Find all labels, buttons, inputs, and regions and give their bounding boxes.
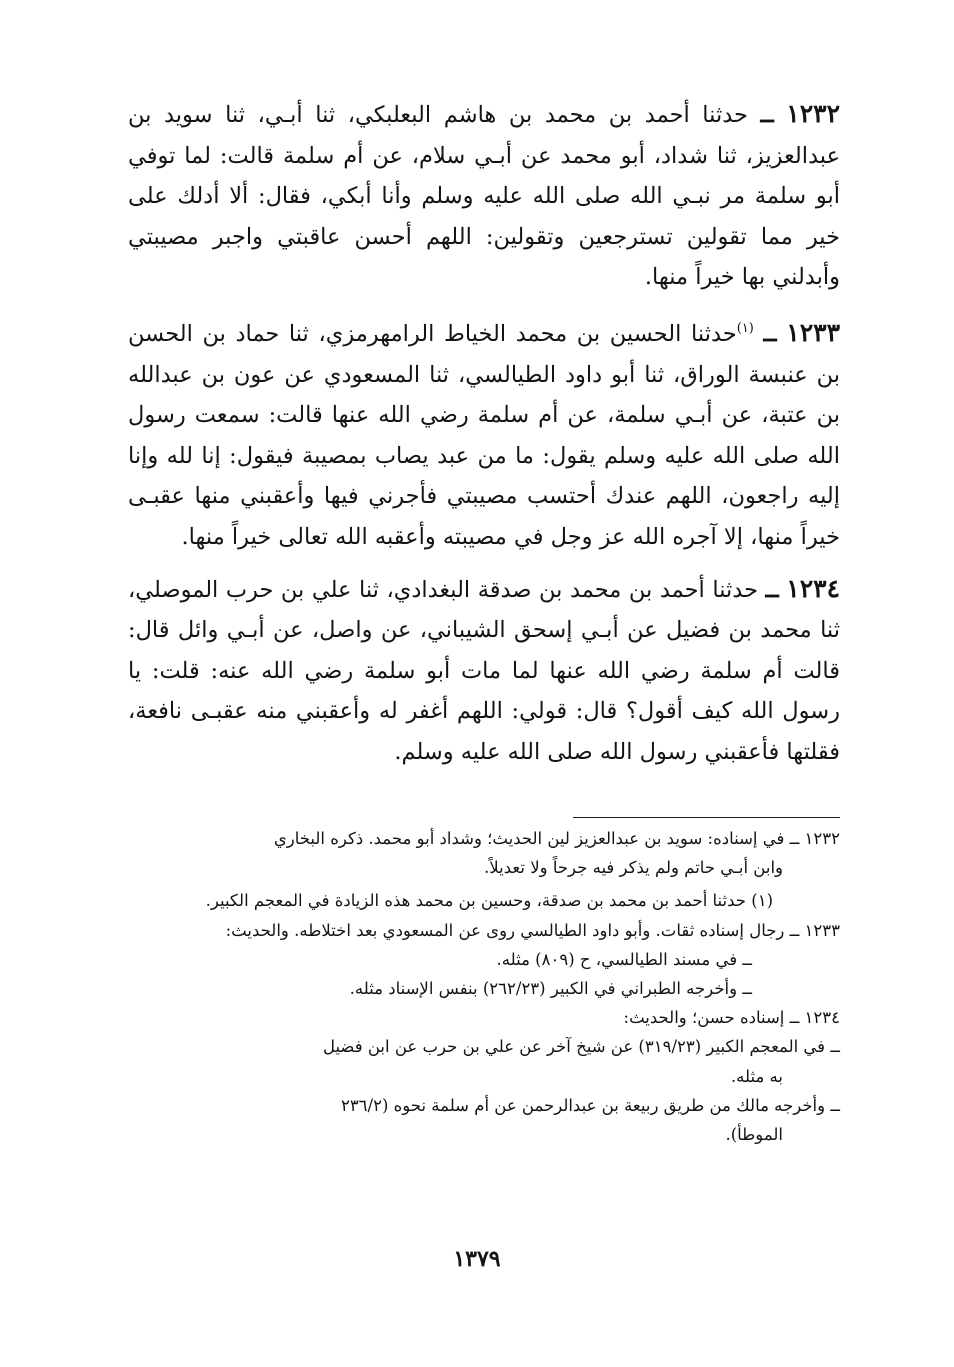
hadith-number: ١٢٣٤ — [786, 573, 841, 603]
footnote-1234-b-continued: الموطأ). — [725, 1125, 783, 1145]
hadith-dash: ــ — [765, 576, 779, 603]
hadith-1233 — [128, 309, 840, 558]
hadith-dash: ــ — [763, 320, 777, 347]
footnote-1234-a: ــ في المعجم الكبير (٣١٩/٢٣) عن شيخ آخر عن علي بن حرب عن ابن فضيل — [322, 1037, 840, 1057]
footnote-1233: ١٢٣٣ ــ رجال إسناده ثقات. وأبو داود الطيالسي روى عن المسعودي بعد اختلاطه. والحديث: — [225, 920, 840, 940]
hadith-text: حدثنا أحمد بن محمد بن هاشم البعلبكي، ثنا أبـي، ثنا سويد بن عبدالعزيز، ثنا شداد، أبو محمد عن أبـي سلام، عن أم سلمة قالت: لما توفي أبو سلمة مر نبـي الله صلى الله عليه وسلم وأنا أبكي، فقال: ألا أدلك على خير مما تقولين تسترجعين وتقولين: اللهم أحسن عاقبتي واجبر مصيبتي وأبدلني بها خيراً منها. — [128, 102, 840, 291]
hadith-1234 — [128, 569, 840, 773]
footnote-1232-continued: وابن أبـي حاتم ولم يذكر فيه جرحاً ولا تعديلاً. — [484, 858, 783, 878]
page-number: ١٣٧٩ — [453, 1246, 501, 1272]
footnote-1234: ١٢٣٤ ــ إسناده حسن؛ والحديث: — [623, 1008, 840, 1028]
footnote-1233-b: ــ وأخرجه الطبراني في الكبير (٢٦٢/٢٣) بنفس الإسناد مثله. — [349, 979, 752, 999]
footnotes — [128, 824, 840, 1149]
hadith-dash: ــ — [760, 102, 774, 128]
footnote-1233-a: ــ في مسند الطيالسي، ح (٨٠٩) مثله. — [496, 949, 752, 969]
main-text — [128, 94, 840, 773]
hadith-text: حدثنا أحمد بن محمد بن صدقة البغدادي، ثنا علي بن حرب الموصلي، ثنا محمد بن فضيل عن أبـي إسحق الشيباني، عن واصل، عن أبـي وائل قال: قالت أم سلمة رضي الله عنها لما مات أبو سلمة رضي الله عنه: قلت: يا رسول الله كيف أقول؟ قال: قولي: اللهم أغفر له وأعقبني منه عقبـى نافعة، فقلتها فأعقبني رسول الله صلى الله عليه وسلم. — [128, 576, 840, 765]
footnote-marker-1: (١) حدثنا أحمد بن محمد بن صدقة، وحسين بن محمد هذه الزيادة في المعجم الكبير. — [205, 891, 773, 911]
hadith-number: ١٢٣٣ — [786, 317, 841, 347]
footnote-1234-a-continued: به مثله. — [730, 1066, 783, 1086]
footnote-1232: ١٢٣٢ ــ في إسناده: سويد بن عبدالعزيز لين الحديث؛ وشداد أبو محمد. ذكره البخاري — [273, 829, 840, 848]
hadith-number: ١٢٣٢ — [786, 99, 840, 128]
footnote-marker: (١) — [736, 320, 754, 336]
hadith-text: حدثنا الحسين بن محمد الخياط الرامهرمزي، ثنا حماد بن الحسن بن عنبسة الوراق، ثنا أبو داود الطيالسي، ثنا المسعودي عن عون بن عبدالله بن عتبة، عن أبـي سلمة، عن أم سلمة رضي الله عنها قالت: سمعت رسول الله صلى الله عليه وسلم يقول: ما من عبد يصاب بمصيبة فيقول: إنا لله وإنا إليه راجعون، اللهم عندك أحتسب مصيبتي فأجرني فيها وأعقبني منها عقبـى خيراً منها، إلا آجره الله عز وجل في مصيبته وأعقبه الله تعالى خيراً منها. — [128, 320, 840, 550]
hadith-1232 — [128, 94, 840, 298]
footnote-separator — [573, 817, 840, 818]
footnote-1234-b: ــ وأخرجه مالك من طريق ربيعة بن عبدالرحمن عن أم سلمة نحوه (٢٣٦/٢ — [340, 1095, 840, 1115]
